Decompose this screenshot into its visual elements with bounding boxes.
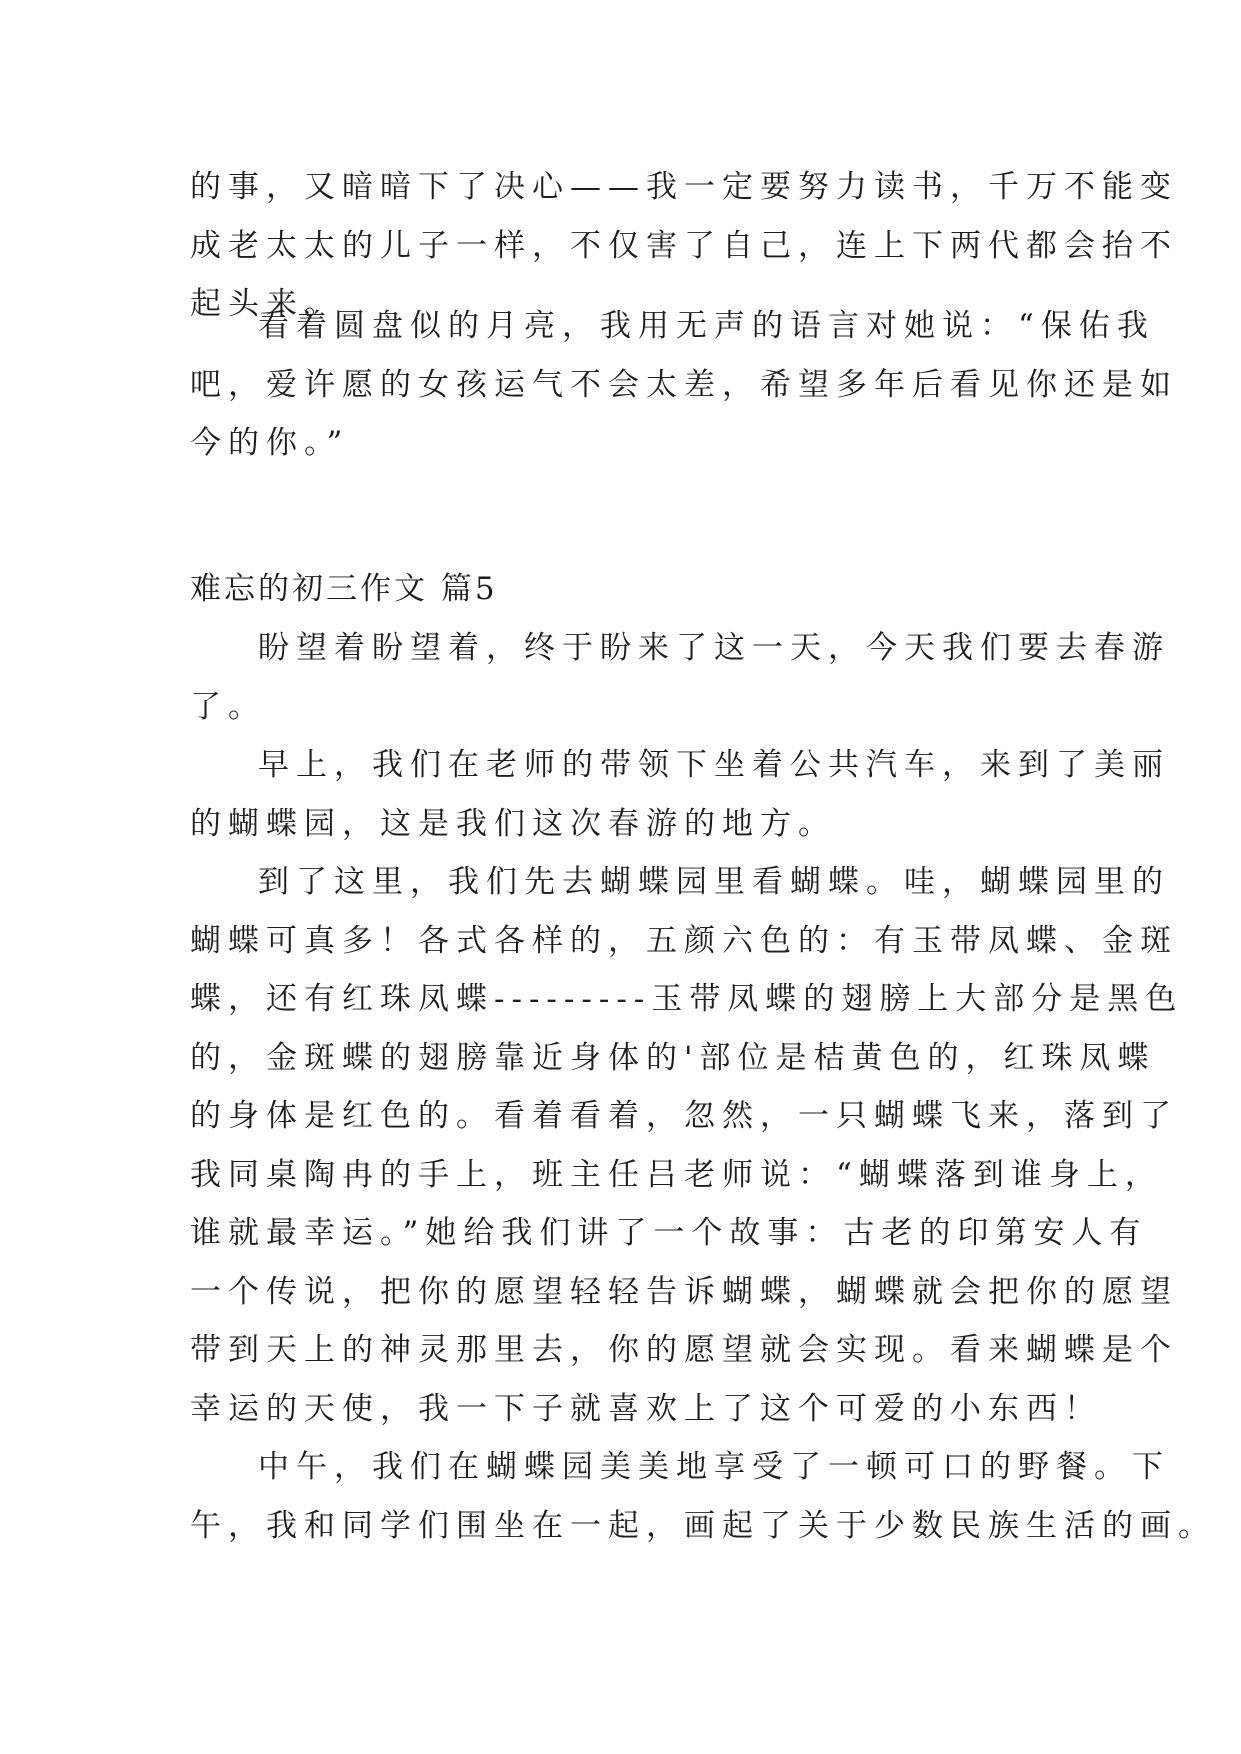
section-title-text: 难忘的初三作文 篇5	[190, 571, 498, 607]
paragraph-line: 的，金斑蝶的翅膀靠近身体的'部位是桔黄色的，红珠凤蝶	[190, 1039, 1156, 1076]
paragraph-line: 今的你。”	[190, 425, 350, 461]
paragraph-line: 幸运的天使，我一下子就喜欢上了这个可爱的小东西！	[190, 1390, 1102, 1427]
paragraph-line: 我同桌陶冉的手上，班主任吕老师说：“蝴蝶落到谁身上，	[190, 1156, 1163, 1193]
paragraph-line: 中午，我们在蝴蝶园美美地享受了一顿可口的野餐。下	[258, 1449, 1170, 1485]
paragraph-line: 看着圆盘似的月亮，我用无声的语言对她说：“保佑我	[258, 308, 1155, 344]
paragraph-line: 成老太太的儿子一样，不仅害了自己，连上下两代都会抬不	[190, 227, 1178, 264]
paragraph-line: 带到天上的神灵那里去，你的愿望就会实现。看来蝴蝶是个	[190, 1332, 1178, 1368]
paragraph-line: 蝶，还有红珠凤蝶---------玉带凤蝶的翅膀上大部分是黑色	[190, 981, 1184, 1017]
essay-body	[190, 619, 1216, 1555]
paragraph-line: 的蝴蝶园，这是我们这次春游的地方。	[190, 805, 836, 842]
paragraph-line: 吧，爱许愿的女孩运气不会太差，希望多年后看见你还是如	[190, 366, 1178, 403]
paragraph-line: 谁就最幸运。”她给我们讲了一个故事：古老的印第安人有	[190, 1215, 1148, 1251]
paragraph-line: 蝴蝶可真多！各式各样的，五颜六色的：有玉带凤蝶、金斑	[190, 922, 1178, 959]
paragraph-line: 午，我和同学们围坐在一起，画起了关于少数民族生活的画。	[190, 1507, 1216, 1544]
section-title	[190, 560, 1050, 619]
paragraph-line: 盼望着盼望着，终于盼来了这一天，今天我们要去春游	[258, 630, 1170, 666]
paragraph-line: 的事，又暗暗下了决心——我一定要努力读书，千万不能变	[190, 169, 1178, 205]
paragraph-line: 早上，我们在老师的带领下坐着公共汽车，来到了美丽	[258, 747, 1170, 783]
paragraph-line: 一个传说，把你的愿望轻轻告诉蝴蝶，蝴蝶就会把你的愿望	[190, 1273, 1178, 1310]
paragraph-line: 到了这里，我们先去蝴蝶园里看蝴蝶。哇，蝴蝶园里的	[258, 864, 1170, 900]
paragraph-line: 的身体是红色的。看着看着，忽然，一只蝴蝶飞来，落到了	[190, 1098, 1178, 1134]
moon-paragraph	[190, 297, 1178, 473]
paragraph-line: 起头来。	[190, 286, 342, 322]
paragraph-line: 了。	[190, 688, 266, 725]
